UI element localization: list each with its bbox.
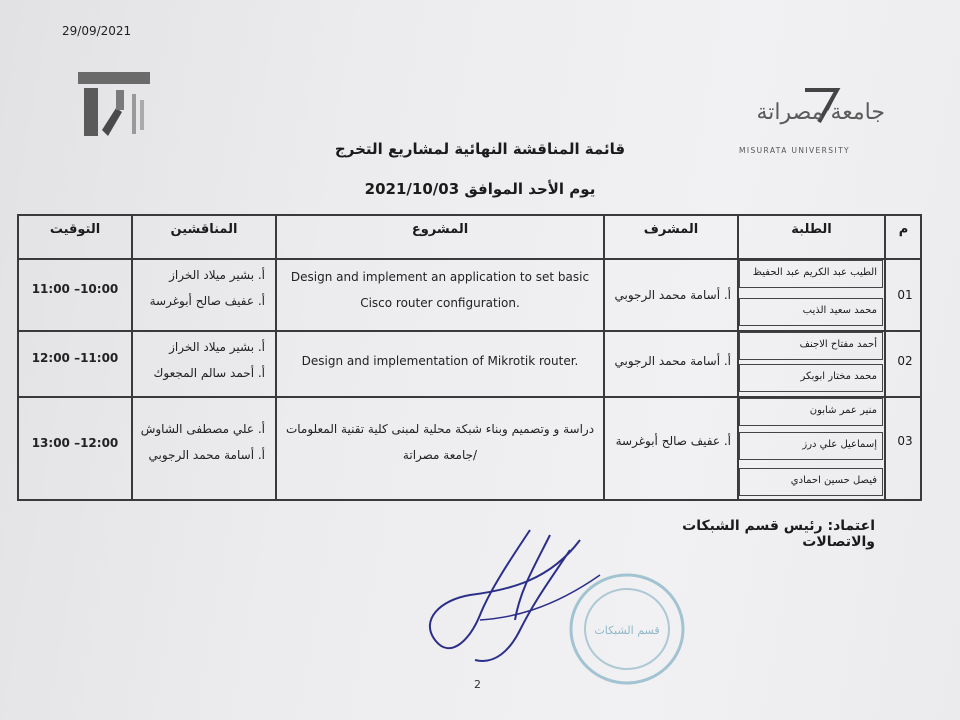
examiner-name: أ. علي مصطفى الشاوش: [140, 422, 265, 436]
row-number: 01: [897, 288, 913, 302]
supervisor-name: أ. أسامة محمد الرجوبي: [614, 288, 731, 302]
header-project: المشروع: [411, 222, 469, 237]
page-number: 2: [474, 678, 481, 691]
student-name: فيصل حسين احمادي: [739, 468, 883, 496]
project-title-line: /جامعة مصراتة: [402, 448, 478, 462]
faculty-logo: [76, 70, 152, 146]
document-title: قائمة المناقشة النهائية لمشاريع التخرج: [334, 140, 626, 158]
student-name: أحمد مفتاح الاجنف: [739, 332, 883, 360]
document-subtitle: يوم الأحد الموافق 2021/10/03: [364, 180, 596, 198]
examiner-name: أ. بشير ميلاد الخراز: [169, 268, 265, 282]
approval-line: اعتماد: رئيس قسم الشبكات والاتصالات: [682, 518, 875, 550]
supervisor-name: أ. عفيف صالح أبوغرسة: [615, 434, 731, 448]
row-number: 02: [897, 354, 913, 368]
student-name: الطيب عبد الكريم عبد الحفيظ: [739, 260, 883, 288]
row-number: 03: [897, 434, 913, 448]
university-name-en: MISURATA UNIVERSITY: [739, 146, 851, 155]
stamp-text: قسم الشبكات: [594, 624, 660, 637]
project-title-line: Design and implement an application to set basic: [290, 270, 590, 284]
examiner-name: أ. بشير ميلاد الخراز: [169, 340, 265, 354]
project-title-line: دراسة و وتصميم وبناء شبكة محلية لمبنى كلية تقنية المعلومات: [285, 422, 595, 436]
project-title-line: Design and implementation of Mikrotik router.: [301, 354, 579, 368]
student-name: إسماعيل علي درز: [739, 432, 883, 460]
time-slot: 13:00 –12:00: [31, 436, 119, 450]
header-students: الطلبة: [791, 222, 832, 237]
time-slot: 11:00 –10:00: [31, 282, 119, 296]
schedule-table: [17, 214, 922, 501]
student-name: محمد سعيد الذيب: [739, 298, 883, 326]
examiner-name: أ. أحمد سالم المجعوك: [153, 366, 265, 380]
header-time: التوقيت: [49, 222, 101, 237]
supervisor-name: أ. أسامة محمد الرجوبي: [614, 354, 731, 368]
university-name-ar: جامعة مصراتة: [756, 100, 885, 125]
project-title-line: Cisco router configuration.: [360, 296, 520, 310]
header-supervisor: المشرف: [643, 222, 699, 237]
header-examiners: المناقشين: [170, 222, 238, 237]
examiner-name: أ. عفيف صالح أبوغرسة: [149, 294, 265, 308]
document-date: 29/09/2021: [62, 24, 132, 38]
header-num: م: [898, 222, 909, 237]
examiner-name: أ. أسامة محمد الرجوبي: [148, 448, 265, 462]
student-name: محمد مختار ابوبكر: [739, 364, 883, 392]
time-slot: 12:00 –11:00: [31, 351, 119, 365]
student-name: منير عمر شابون: [739, 398, 883, 426]
signature: [420, 520, 610, 680]
